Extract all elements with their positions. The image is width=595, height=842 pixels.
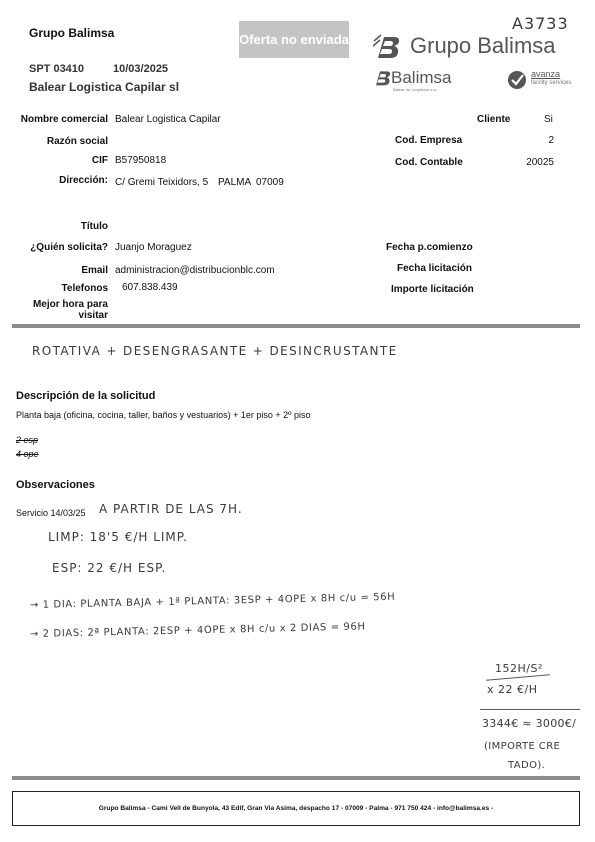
handwritten-note-10: TADO).	[508, 760, 546, 771]
value-phones: 607.838.439	[122, 282, 178, 293]
avanza-text: avanza	[531, 69, 561, 79]
label-commercial-name: Nombre comercial	[20, 114, 108, 125]
avanza-caption: facility services	[531, 80, 572, 86]
label-email: Email	[81, 265, 108, 276]
sub-logo-text: Balimsa	[391, 68, 452, 87]
value-cif: B57950818	[115, 155, 167, 166]
value-client: Si	[544, 114, 553, 125]
label-start-date: Fecha p.comienzo	[386, 242, 473, 253]
document-code: SPT 03410	[29, 63, 85, 75]
label-cif: CIF	[91, 155, 108, 166]
observations-heading: Observaciones	[16, 479, 95, 491]
handwritten-note-5: → 2 DIAS: 2ª PLANTA: 2ESP + 4OPE x 8H c/u x 2 DIAS = 96H	[29, 621, 366, 640]
handwritten-reference: A3733	[512, 14, 569, 33]
handwritten-note-4: → 1 DIA: PLANTA BAJA + 1ª PLANTA: 3ESP + 4OPE x 8H c/u = 56H	[29, 591, 396, 611]
value-email: administracion@distribucionblc.com	[115, 265, 275, 276]
label-phones: Telefonos	[61, 283, 108, 294]
avanza-check-icon	[507, 70, 527, 90]
label-address: Dirección:	[59, 175, 108, 186]
handwritten-total-line	[480, 709, 580, 710]
label-tender-date: Fecha licitación	[397, 263, 473, 274]
main-logo-text: Grupo Balimsa	[410, 33, 556, 58]
section-divider-top	[12, 324, 580, 328]
label-best-time: Mejor hora para visitar	[32, 299, 108, 321]
struck-line-2: 4 ope	[16, 449, 39, 459]
handwritten-note-7: x 22 €/H	[487, 683, 538, 696]
handwritten-note-3: ESP: 22 €/H ESP.	[52, 561, 167, 575]
footer-text: Grupo Balimsa - Cami Vell de Bunyola, 43 Edif, Gran Via Asima, despacho 17 - 07009 - Palma - 971 750 424 - info@balimsa.es -	[98, 805, 494, 812]
value-accounting-code: 20025	[526, 157, 554, 168]
value-commercial-name: Balear Logistica Capilar	[115, 114, 221, 125]
grupo-balimsa-logo	[372, 33, 587, 61]
balimsa-logo	[372, 68, 467, 94]
struck-line-1: 2 esp	[16, 435, 39, 445]
description-heading: Descripción de la solicitud	[16, 390, 156, 402]
label-title: Título	[80, 221, 108, 232]
avanza-logo	[507, 68, 577, 92]
value-postal-code: 07009	[256, 177, 284, 188]
handwritten-note-6: 152H/S²	[495, 662, 543, 675]
company-name: Grupo Balimsa	[29, 26, 115, 40]
label-accounting-code: Cod. Contable	[395, 157, 463, 168]
client-title: Balear Logistica Capilar sl	[29, 80, 180, 94]
footer	[12, 791, 580, 826]
handwritten-note-1: A PARTIR DE LAS 7H.	[99, 502, 243, 516]
handwritten-service: ROTATIVA + DESENGRASANTE + DESINCRUSTANTE	[32, 344, 398, 358]
handwritten-note-9: (IMPORTE CRE	[484, 741, 561, 752]
label-business-name: Razón social	[46, 136, 108, 147]
value-city: PALMA	[218, 177, 252, 188]
label-company-code: Cod. Empresa	[395, 135, 463, 146]
description-text: Planta baja (oficina, cocina, taller, baños y vestuarios) + 1er piso + 2º piso	[16, 410, 311, 420]
value-requester: Juanjo Moraguez	[115, 242, 192, 253]
label-tender-amount: Importe licitación	[391, 284, 474, 295]
balimsa-small-mark-icon	[372, 68, 392, 88]
status-badge: Oferta no enviada	[239, 21, 349, 58]
label-client: Cliente	[477, 114, 511, 125]
balimsa-mark-icon	[372, 33, 402, 61]
document-date: 10/03/2025	[113, 63, 169, 75]
handwritten-note-8: 3344€ ≈ 3000€/	[482, 717, 577, 730]
service-date: Servicio 14/03/25	[16, 508, 86, 518]
value-company-code: 2	[548, 135, 554, 146]
handwritten-note-2: LIMP: 18'5 €/H LIMP.	[48, 530, 188, 544]
value-address: C/ Gremi Teixidors, 5	[115, 177, 209, 188]
handwritten-underline	[486, 674, 550, 681]
section-divider-bottom	[12, 776, 580, 780]
sub-logo-caption: Balear de Limpiezas s.a.	[393, 87, 437, 92]
label-requester: ¿Quién solicita?	[30, 242, 108, 253]
